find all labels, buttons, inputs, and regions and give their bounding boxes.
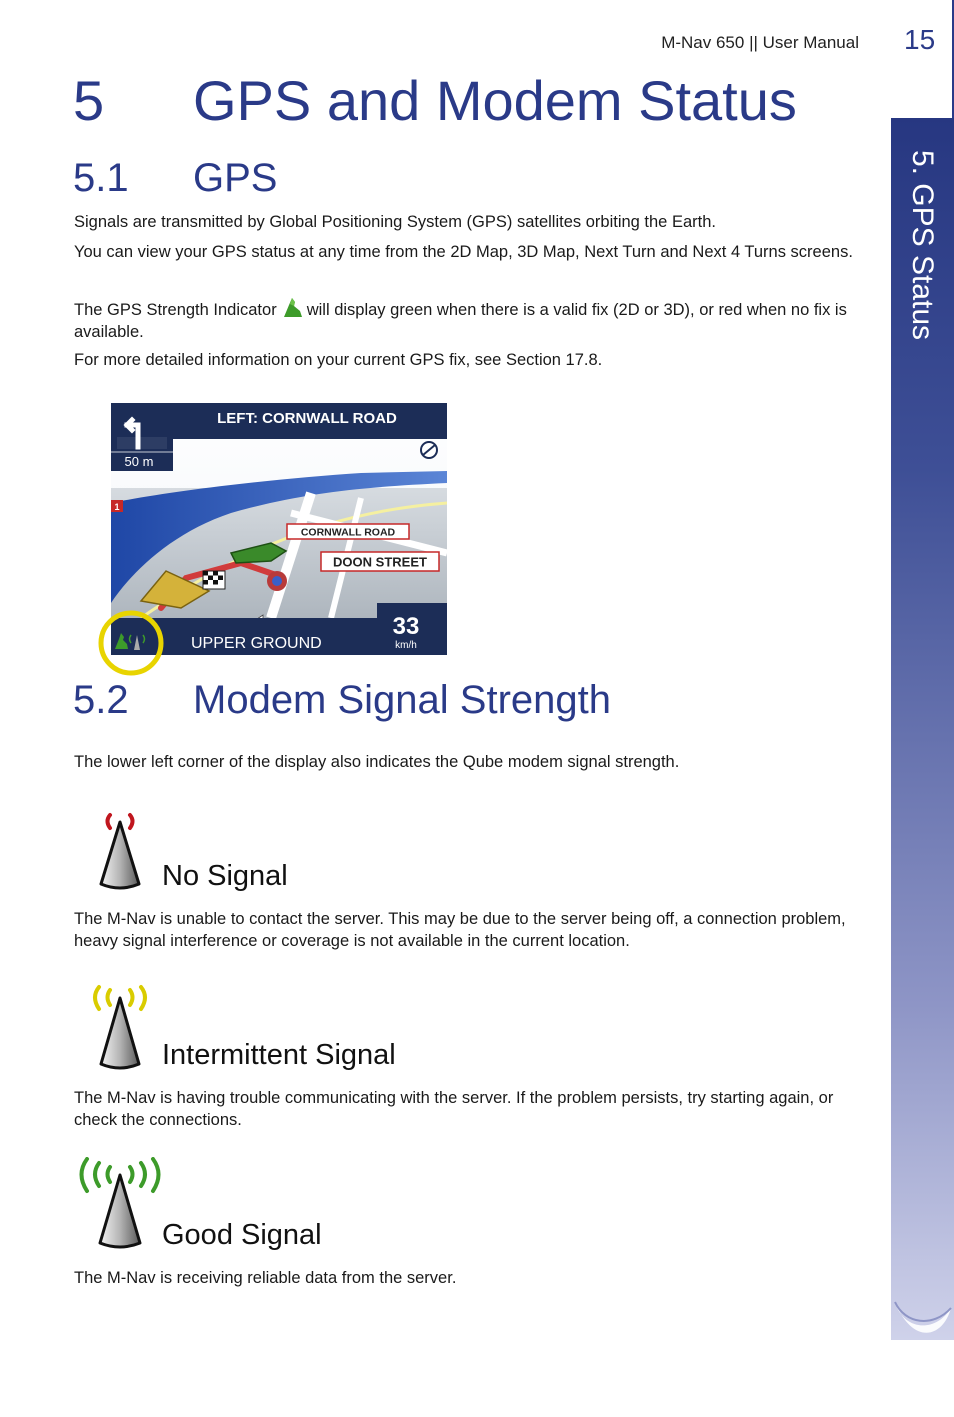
map-turn-banner: LEFT: CORNWALL ROAD xyxy=(217,410,397,427)
section-title: GPS xyxy=(193,156,278,200)
signal-description-intermittent: The M-Nav is having trouble communicating with the server. If the problem persists, try starting again, or check the connections. xyxy=(74,1089,834,1129)
map-speed-value: 33 xyxy=(392,613,420,640)
running-header: M-Nav 650 || User Manual xyxy=(661,33,859,52)
map-speed-unit: km/h xyxy=(395,640,417,651)
signal-description-no-signal: The M-Nav is unable to contact the server. This may be due to the server being off, a connection problem, heavy signal interference or coverage is not available in the current location. xyxy=(74,910,846,950)
map-distance-label: 50 m xyxy=(124,454,154,469)
map-street-label-doon: DOON STREET xyxy=(333,554,427,570)
side-tab-label: 5. GPS Status xyxy=(906,149,939,341)
section-number: 5.2 xyxy=(73,678,129,722)
antenna-no-signal-icon xyxy=(98,812,142,890)
antenna-intermittent-signal-icon xyxy=(87,984,153,1070)
gps-paragraph-4: For more detailed information on your current GPS fix, see Section 17.8. xyxy=(74,351,603,369)
page-curl-decoration xyxy=(891,1290,954,1350)
section-title: Modem Signal Strength xyxy=(193,678,612,722)
modem-intro-paragraph: The lower left corner of the display also indicates the Qube modem signal strength. xyxy=(74,753,680,771)
page-number-box xyxy=(891,0,954,118)
section-number: 5.1 xyxy=(73,156,129,200)
gps-paragraph-2: You can view your GPS status at any time from the 2D Map, 3D Map, Next Turn and Next 4 Turns screens. xyxy=(74,243,853,261)
section-heading-modem xyxy=(73,678,611,723)
map-street-label-cornwall: CORNWALL ROAD xyxy=(300,526,396,539)
chapter-heading xyxy=(73,68,797,133)
chapter-number: 5 xyxy=(73,69,105,132)
map-marker-1: 1 xyxy=(114,502,120,512)
gps-paragraph-3-start: The GPS Strength Indicator xyxy=(74,301,277,319)
map-current-street: UPPER GROUND xyxy=(191,635,322,652)
gps-strength-indicator-icon xyxy=(281,295,303,319)
antenna-good-signal-icon xyxy=(74,1157,168,1251)
gps-paragraph-3 xyxy=(74,295,879,343)
section-heading-gps xyxy=(73,156,277,201)
gps-indicator-highlight-ring xyxy=(96,608,166,678)
signal-label-intermittent: Intermittent Signal xyxy=(162,1039,396,1071)
gps-paragraph-3-end: will display green when there is a valid fix (2D or 3D), or red when no fix is available. xyxy=(74,301,847,341)
signal-label-no-signal: No Signal xyxy=(162,860,288,892)
page-number: 15 xyxy=(904,24,936,55)
signal-description-good: The M-Nav is receiving reliable data from the server. xyxy=(74,1269,457,1287)
gps-paragraph-1: Signals are transmitted by Global Positioning System (GPS) satellites orbiting the Earth. xyxy=(74,213,716,231)
chapter-title: GPS and Modem Status xyxy=(193,69,797,132)
signal-label-good: Good Signal xyxy=(162,1219,322,1251)
